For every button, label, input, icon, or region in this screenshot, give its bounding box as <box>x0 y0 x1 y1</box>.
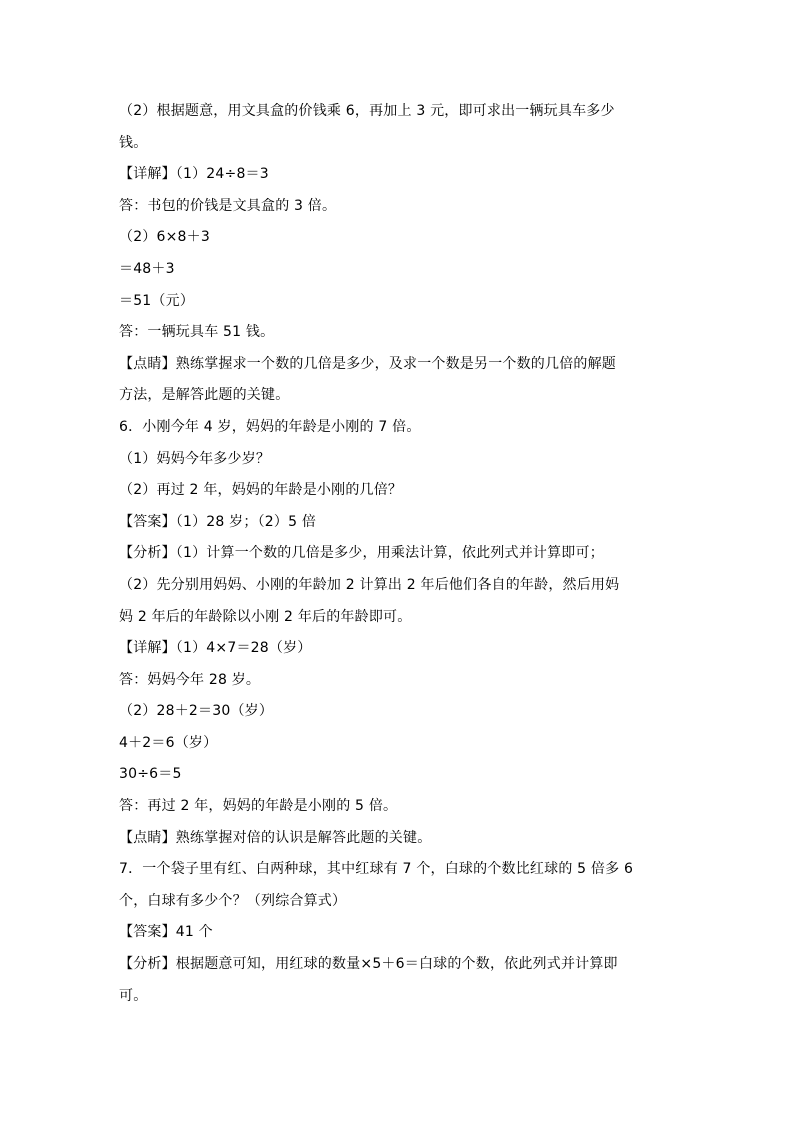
comment-line: 【点睛】熟练掌握对倍的认识是解答此题的关键。 <box>119 829 432 846</box>
text-line: 答：一辆玩具车 51 钱。 <box>119 324 275 341</box>
text-line: 30÷6＝5 <box>119 766 182 783</box>
text-line: 方法，是解答此题的关键。 <box>119 387 290 404</box>
explanation-line: 【详解】（1）4×7＝28（岁） <box>119 640 312 657</box>
text-line: （2）6×8＋3 <box>119 229 210 246</box>
text-line: 可。 <box>119 987 148 1004</box>
text-line: 【详解】（1）24÷8＝3 <box>119 166 269 183</box>
text-line: （2）先分别用妈妈、小刚的年龄加 2 计算出 2 年后他们各自的年龄，然后用妈 <box>119 576 620 593</box>
text-line: （2）再过 2 年，妈妈的年龄是小刚的几倍？ <box>119 482 403 499</box>
text-line: （2）根据题意，用文具盒的价钱乘 6，再加上 3 元，即可求出一辆玩具车多少 <box>119 103 615 119</box>
text-line: 答：书包的价钱是文具盒的 3 倍。 <box>119 197 337 214</box>
document-body <box>119 96 679 1012</box>
text-line: （1）妈妈今年多少岁？ <box>119 450 271 467</box>
text-line: 答：妈妈今年 28 岁。 <box>119 671 261 688</box>
text-line: ＝48＋3 <box>119 260 175 277</box>
text-line: 妈 2 年后的年龄除以小刚 2 年后的年龄即可。 <box>119 608 412 625</box>
text-line: 个，白球有多少个？（列综合算式） <box>119 892 347 909</box>
answer-line: 【答案】41 个 <box>119 924 213 941</box>
text-line: ＝51（元） <box>119 292 195 309</box>
question-6-title: 6．小刚今年 4 岁，妈妈的年龄是小刚的 7 倍。 <box>119 418 421 435</box>
answer-line: 【答案】（1）28 岁；（2）5 倍 <box>119 513 317 530</box>
analysis-line: 【分析】根据题意可知，用红球的数量×5＋6＝白球的个数，依此列式并计算即 <box>119 956 618 973</box>
text-line: （2）28＋2＝30（岁） <box>119 703 274 720</box>
text-line: 答：再过 2 年，妈妈的年龄是小刚的 5 倍。 <box>119 798 398 815</box>
text-line: 钱。 <box>119 134 148 151</box>
question-7-title: 7．一个袋子里有红、白两种球，其中红球有 7 个，白球的个数比红球的 5 倍多 6 <box>119 861 634 878</box>
text-line: 【点睛】熟练掌握求一个数的几倍是多少，及求一个数是另一个数的几倍的解题 <box>119 355 616 372</box>
text-line: 4＋2＝6（岁） <box>119 734 218 751</box>
analysis-line: 【分析】（1）计算一个数的几倍是多少，用乘法计算，依此列式并计算即可； <box>119 545 604 562</box>
